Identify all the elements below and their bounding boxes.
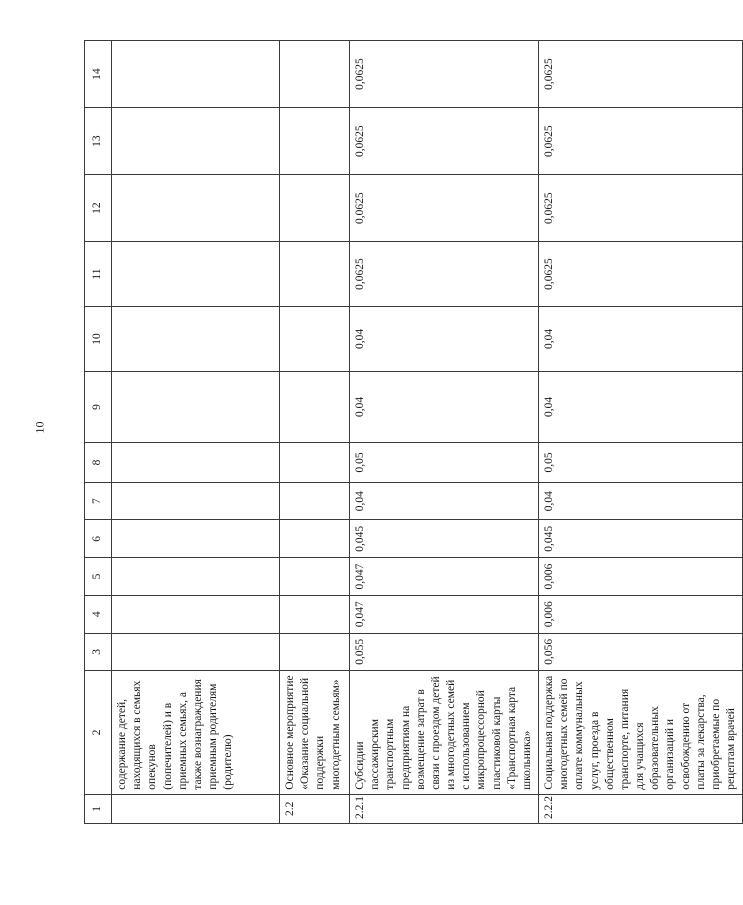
value-cell xyxy=(280,482,350,520)
value-cell: 0,04 xyxy=(350,371,539,442)
value-cell: 0,05 xyxy=(539,443,743,483)
table-wrapper xyxy=(84,40,738,824)
header-cell: 13 xyxy=(85,108,112,175)
page-number-text: 10 xyxy=(32,421,47,433)
value-cell: 0,04 xyxy=(539,482,743,520)
row-text-cell: Основное мероприятие «Оказание социальной поддержки многодетным семьям» xyxy=(280,671,350,795)
row-text-cell: Социальная поддержка многодетных семей по оплате коммунальных услуг, проезда в общественном транспорте, питания для учащихся образовательных организаций и освобождению от платы за лекарства, приобретаемые по рецептам врачей xyxy=(539,671,743,795)
value-cell: 0,047 xyxy=(350,595,539,633)
table-row xyxy=(539,41,743,824)
value-cell: 0,055 xyxy=(350,633,539,671)
value-cell xyxy=(112,633,280,671)
table-row xyxy=(280,41,350,824)
value-cell: 0,0625 xyxy=(539,242,743,307)
page-number xyxy=(28,415,52,439)
value-cell: 0,04 xyxy=(539,307,743,372)
value-cell xyxy=(280,633,350,671)
value-cell xyxy=(112,482,280,520)
value-cell: 0,006 xyxy=(539,558,743,596)
value-cell xyxy=(280,443,350,483)
value-cell: 0,0625 xyxy=(539,41,743,108)
value-cell xyxy=(112,41,280,108)
value-cell: 0,0625 xyxy=(539,108,743,175)
row-id-cell xyxy=(112,794,280,823)
value-cell: 0,0625 xyxy=(350,175,539,242)
value-cell: 0,047 xyxy=(350,558,539,596)
header-row xyxy=(85,41,112,824)
header-cell: 4 xyxy=(85,595,112,633)
value-cell xyxy=(112,307,280,372)
row-text-cell: Субсидии пассажирским транспортным предприятиям на возмещение затрат в связи с проездом детей из многодетных семей с использованием микропроцессорной пластиковой карты «Транспортная карта школьника» xyxy=(350,671,539,795)
value-cell: 0,0625 xyxy=(539,175,743,242)
value-cell: 0,0625 xyxy=(350,108,539,175)
header-cell: 9 xyxy=(85,371,112,442)
value-cell xyxy=(280,520,350,558)
value-cell xyxy=(280,371,350,442)
header-cell: 1 xyxy=(85,794,112,823)
value-cell xyxy=(280,307,350,372)
header-cell: 2 xyxy=(85,671,112,795)
value-cell xyxy=(112,595,280,633)
value-cell: 0,006 xyxy=(539,595,743,633)
header-cell: 8 xyxy=(85,443,112,483)
header-cell: 12 xyxy=(85,175,112,242)
value-cell xyxy=(112,242,280,307)
value-cell xyxy=(280,558,350,596)
header-cell: 11 xyxy=(85,242,112,307)
value-cell xyxy=(112,520,280,558)
value-cell xyxy=(112,371,280,442)
header-cell: 5 xyxy=(85,558,112,596)
value-cell xyxy=(280,595,350,633)
value-cell xyxy=(280,242,350,307)
value-cell xyxy=(112,443,280,483)
value-cell: 0,056 xyxy=(539,633,743,671)
row-text-cell: содержание детей, находящихся в семьях опекунов (попечителей) и в приемных семьях, а также вознаграждения приемным родителям (родителю) xyxy=(112,671,280,795)
row-id-cell: 2.2.2 xyxy=(539,794,743,823)
value-cell xyxy=(280,175,350,242)
value-cell xyxy=(112,175,280,242)
value-cell: 0,045 xyxy=(350,520,539,558)
value-cell: 0,04 xyxy=(350,482,539,520)
row-id-cell: 2.2.1 xyxy=(350,794,539,823)
value-cell: 0,04 xyxy=(539,371,743,442)
value-cell: 0,05 xyxy=(350,443,539,483)
value-cell xyxy=(280,108,350,175)
value-cell: 0,0625 xyxy=(350,242,539,307)
measures-table xyxy=(84,40,743,824)
value-cell: 0,04 xyxy=(350,307,539,372)
value-cell: 0,045 xyxy=(539,520,743,558)
table-row xyxy=(112,41,280,824)
row-id-cell: 2.2 xyxy=(280,794,350,823)
value-cell xyxy=(112,108,280,175)
value-cell: 0,0625 xyxy=(350,41,539,108)
table-row xyxy=(350,41,539,824)
header-cell: 10 xyxy=(85,307,112,372)
header-cell: 7 xyxy=(85,482,112,520)
value-cell xyxy=(112,558,280,596)
value-cell xyxy=(280,41,350,108)
header-cell: 14 xyxy=(85,41,112,108)
header-cell: 3 xyxy=(85,633,112,671)
header-cell: 6 xyxy=(85,520,112,558)
